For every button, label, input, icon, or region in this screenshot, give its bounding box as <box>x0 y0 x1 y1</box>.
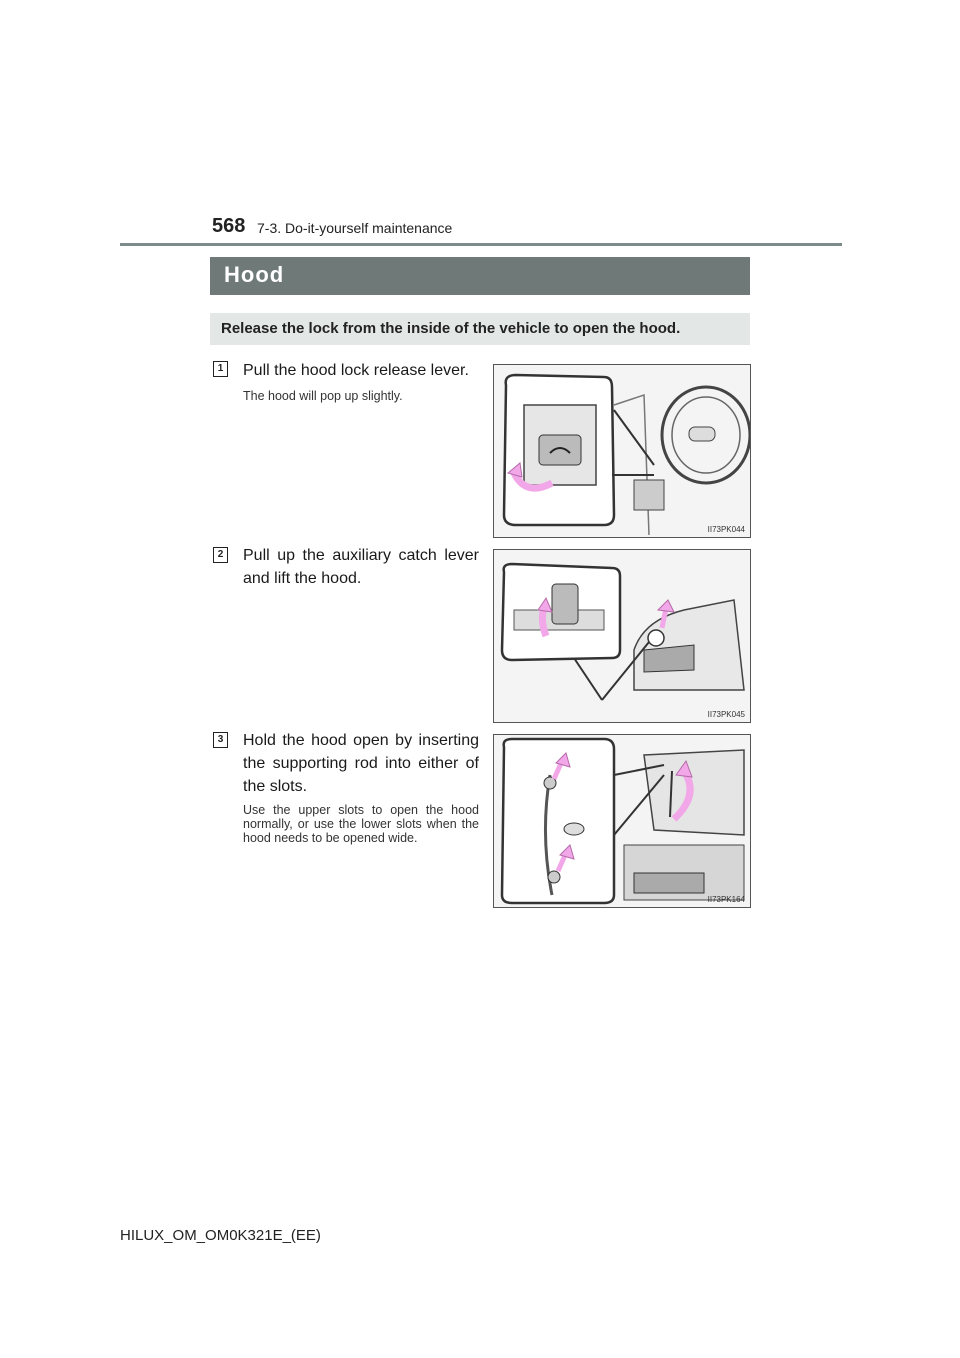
step-note: Use the upper slots to open the hood normally, or use the lower slots when the hood needs to be opened wide. <box>243 803 479 845</box>
header-rule <box>120 243 842 246</box>
figure-code: II73PK044 <box>707 525 745 534</box>
figure-code: II73PK045 <box>707 710 745 719</box>
section-title: Hood <box>224 262 285 287</box>
step-number: 2 <box>213 547 228 563</box>
step-number: 1 <box>213 361 228 377</box>
auxiliary-catch-lever-illustration <box>494 550 750 722</box>
section-title-bar <box>210 257 750 295</box>
figure-auxiliary-catch-lever <box>493 549 751 723</box>
step-text: Hold the hood open by inserting the supporting rod into either of the slots. <box>243 732 479 795</box>
summary-text: Release the lock from the inside of the vehicle to open the hood. <box>221 320 681 337</box>
step-text: Pull up the auxiliary catch lever and lift the hood. <box>243 547 479 587</box>
figure-supporting-rod <box>493 734 751 908</box>
section-label: 7-3. Do-it-yourself maintenance <box>257 220 453 236</box>
footer-doc-code: HILUX_OM_OM0K321E_(EE) <box>120 1227 321 1244</box>
figure-hood-release-lever <box>493 364 751 538</box>
page-number: 568 <box>212 215 246 237</box>
step-note: The hood will pop up slightly. <box>243 389 403 403</box>
step-number: 3 <box>213 732 228 748</box>
step-text: Pull the hood lock release lever. <box>243 362 469 379</box>
summary-box <box>210 313 750 345</box>
figure-code: II73PK164 <box>707 895 745 904</box>
hood-release-lever-illustration <box>494 365 750 537</box>
supporting-rod-illustration <box>494 735 750 907</box>
